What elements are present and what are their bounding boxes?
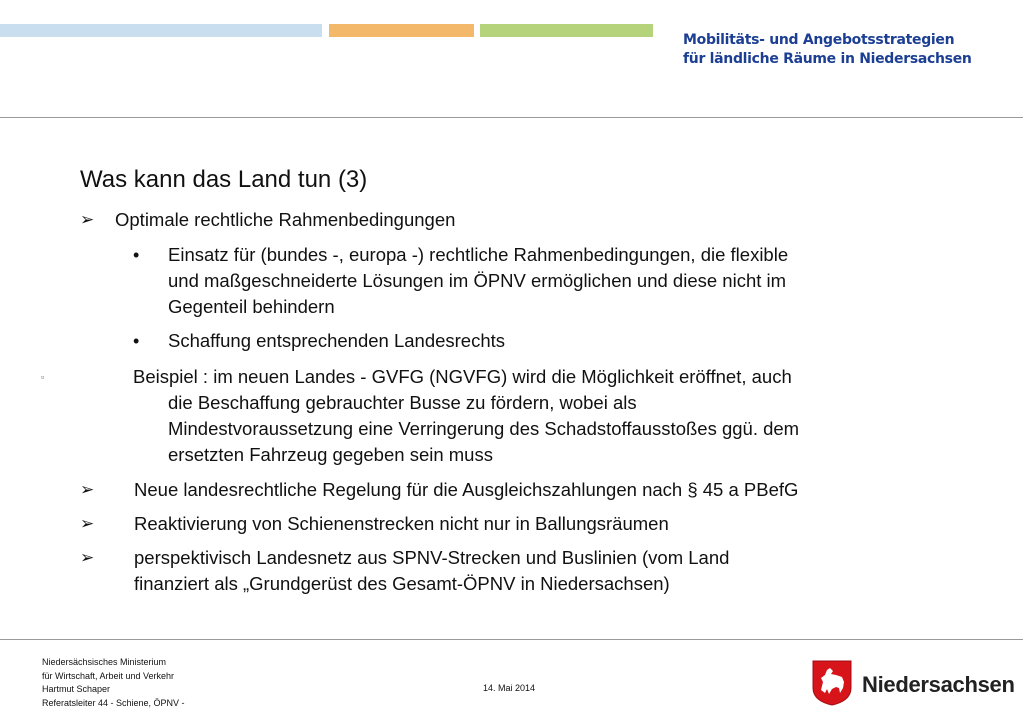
- footer-divider: [0, 639, 1023, 640]
- sub-point-2: Schaffung entsprechenden Landesrechts: [168, 330, 506, 351]
- example-line-3: Mindestvoraussetzung eine Verringerung des Schadstoffausstoßes ggü. dem: [168, 418, 800, 439]
- point-3: Reaktivierung von Schienenstrecken nicht nur in Ballungsräumen: [134, 513, 669, 534]
- point-4-line-1: perspektivisch Landesnetz aus SPNV-Strecken und Buslinien (vom Land: [134, 547, 730, 568]
- sub-point-1-line-1: Einsatz für (bundes -, europa -) rechtliche Rahmenbedingungen, die flexible: [168, 244, 789, 265]
- arrow-bullet-icon: ➢: [80, 514, 95, 533]
- header-bar-green: [480, 24, 653, 37]
- header-bar-orange: [329, 24, 474, 37]
- bullet-icon: •: [133, 331, 140, 351]
- point-2: Neue landesrechtliche Regelung für die Ausgleichszahlungen nach § 45 a PBefG: [134, 479, 799, 500]
- footer-date: 14. Mai 2014: [483, 683, 536, 693]
- header-title: [683, 31, 972, 69]
- footer-organization: [42, 656, 185, 710]
- example-line-2: die Beschaffung gebrauchter Busse zu fördern, wobei als: [168, 392, 637, 413]
- sub-point-1-line-3: Gegenteil behindern: [168, 296, 335, 317]
- footer-org-line3: Hartmut Schaper: [42, 684, 111, 694]
- header-title-line1: Mobilitäts- und Angebotsstrategien: [683, 32, 955, 48]
- example-line-4: ersetzten Fahrzeug gegeben sein muss: [168, 444, 493, 465]
- header-bar-blue: [0, 24, 322, 37]
- point-4-line-2: finanziert als „Grundgerüst des Gesamt-ÖPNV in Niedersachsen): [134, 573, 670, 594]
- point-1: Optimale rechtliche Rahmenbedingungen: [115, 209, 456, 230]
- footer-org-line4: Referatsleiter 44 - Schiene, ÖPNV -: [42, 697, 185, 708]
- header-title-line2: für ländliche Räume in Niedersachsen: [683, 51, 972, 67]
- horse-crest-icon: [812, 660, 852, 706]
- bullet-icon: •: [133, 245, 140, 265]
- arrow-bullet-icon: ➢: [80, 210, 95, 229]
- small-square-marker-icon: ▫: [41, 372, 45, 382]
- arrow-bullet-icon: ➢: [80, 480, 95, 499]
- footer-org-line1: Niedersächsisches Ministerium: [42, 657, 167, 667]
- sub-point-1-line-2: und maßgeschneiderte Lösungen im ÖPNV ermöglichen und diese nicht im: [168, 270, 787, 291]
- slide-title: Was kann das Land tun (3): [80, 166, 368, 193]
- footer-org-line2: für Wirtschaft, Arbeit und Verkehr: [42, 670, 175, 681]
- logo-text: Niedersachsen: [862, 672, 1015, 697]
- example-line-1: Beispiel : im neuen Landes - GVFG (NGVFG) wird die Möglichkeit eröffnet, auch: [133, 366, 792, 387]
- arrow-bullet-icon: ➢: [80, 548, 95, 567]
- header-divider: [0, 117, 1023, 118]
